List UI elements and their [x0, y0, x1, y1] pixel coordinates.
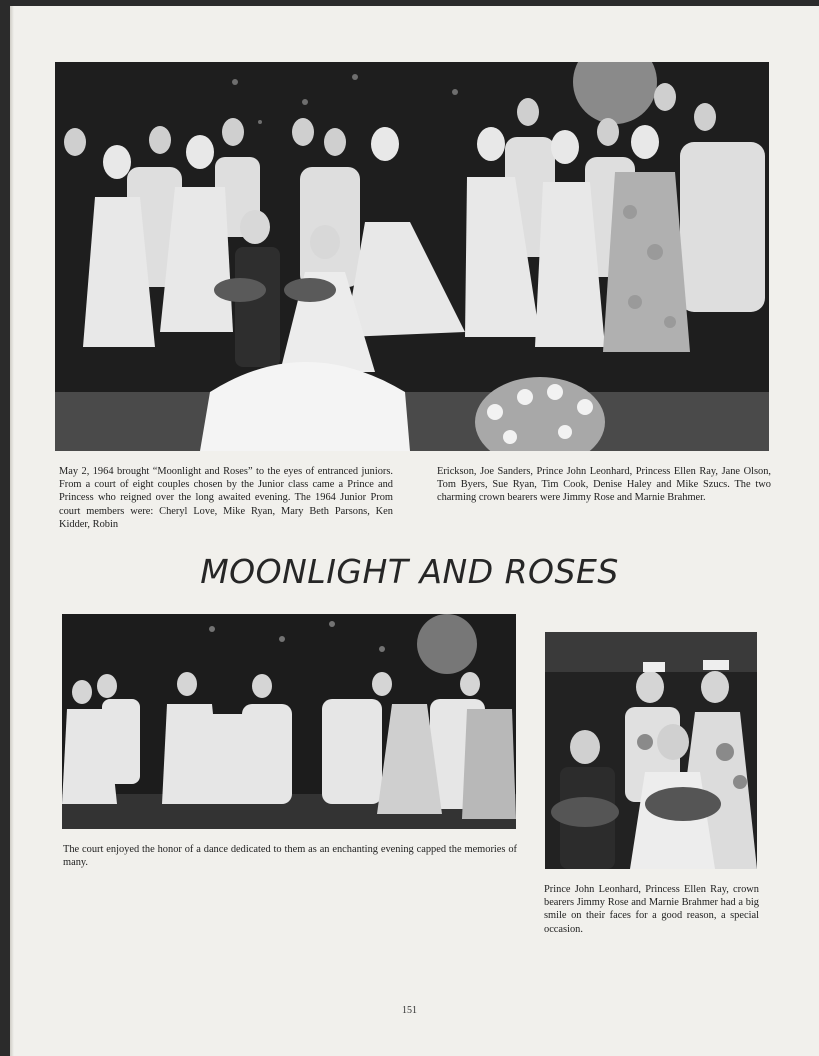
- page-number: 151: [402, 1005, 417, 1016]
- royalty-caption: Prince John Leonhard, Princess Ellen Ray, crown bearers Jimmy Rose and Marnie Brahmer had a big smile on their faces for a good reason, a special occasion.: [544, 884, 759, 935]
- page-binding-edge: [10, 6, 14, 1056]
- court-group-photo: [55, 62, 769, 451]
- dance-photo: [62, 614, 516, 829]
- court-group-illustration: [55, 62, 769, 451]
- royalty-illustration: [545, 632, 757, 869]
- dance-illustration: [62, 614, 516, 829]
- dance-caption: The court enjoyed the honor of a dance dedicated to them as an enchanting evening capped the memories of many.: [63, 844, 517, 869]
- royalty-photo: [545, 632, 757, 869]
- court-caption-left: May 2, 1964 brought “Moonlight and Roses” to the eyes of entranced juniors. From a court of eight couples chosen by the Junior class came a Prince and Princess who reigned over the long awaited evening. The 1964 Junior Prom court members were: Cheryl Love, Mike Ryan, Mary Beth Parsons, Ken Kidder, Robin: [59, 466, 393, 530]
- page-title: MOONLIGHT AND ROSES: [200, 552, 619, 591]
- court-caption-right: Erickson, Joe Sanders, Prince John Leonhard, Princess Ellen Ray, Jane Olson, Tom Byers, Sue Ryan, Tim Cook, Denise Haley and Mike Szucs. The two charming crown bearers were Jimmy Rose and Marnie Brahmer.: [437, 466, 771, 504]
